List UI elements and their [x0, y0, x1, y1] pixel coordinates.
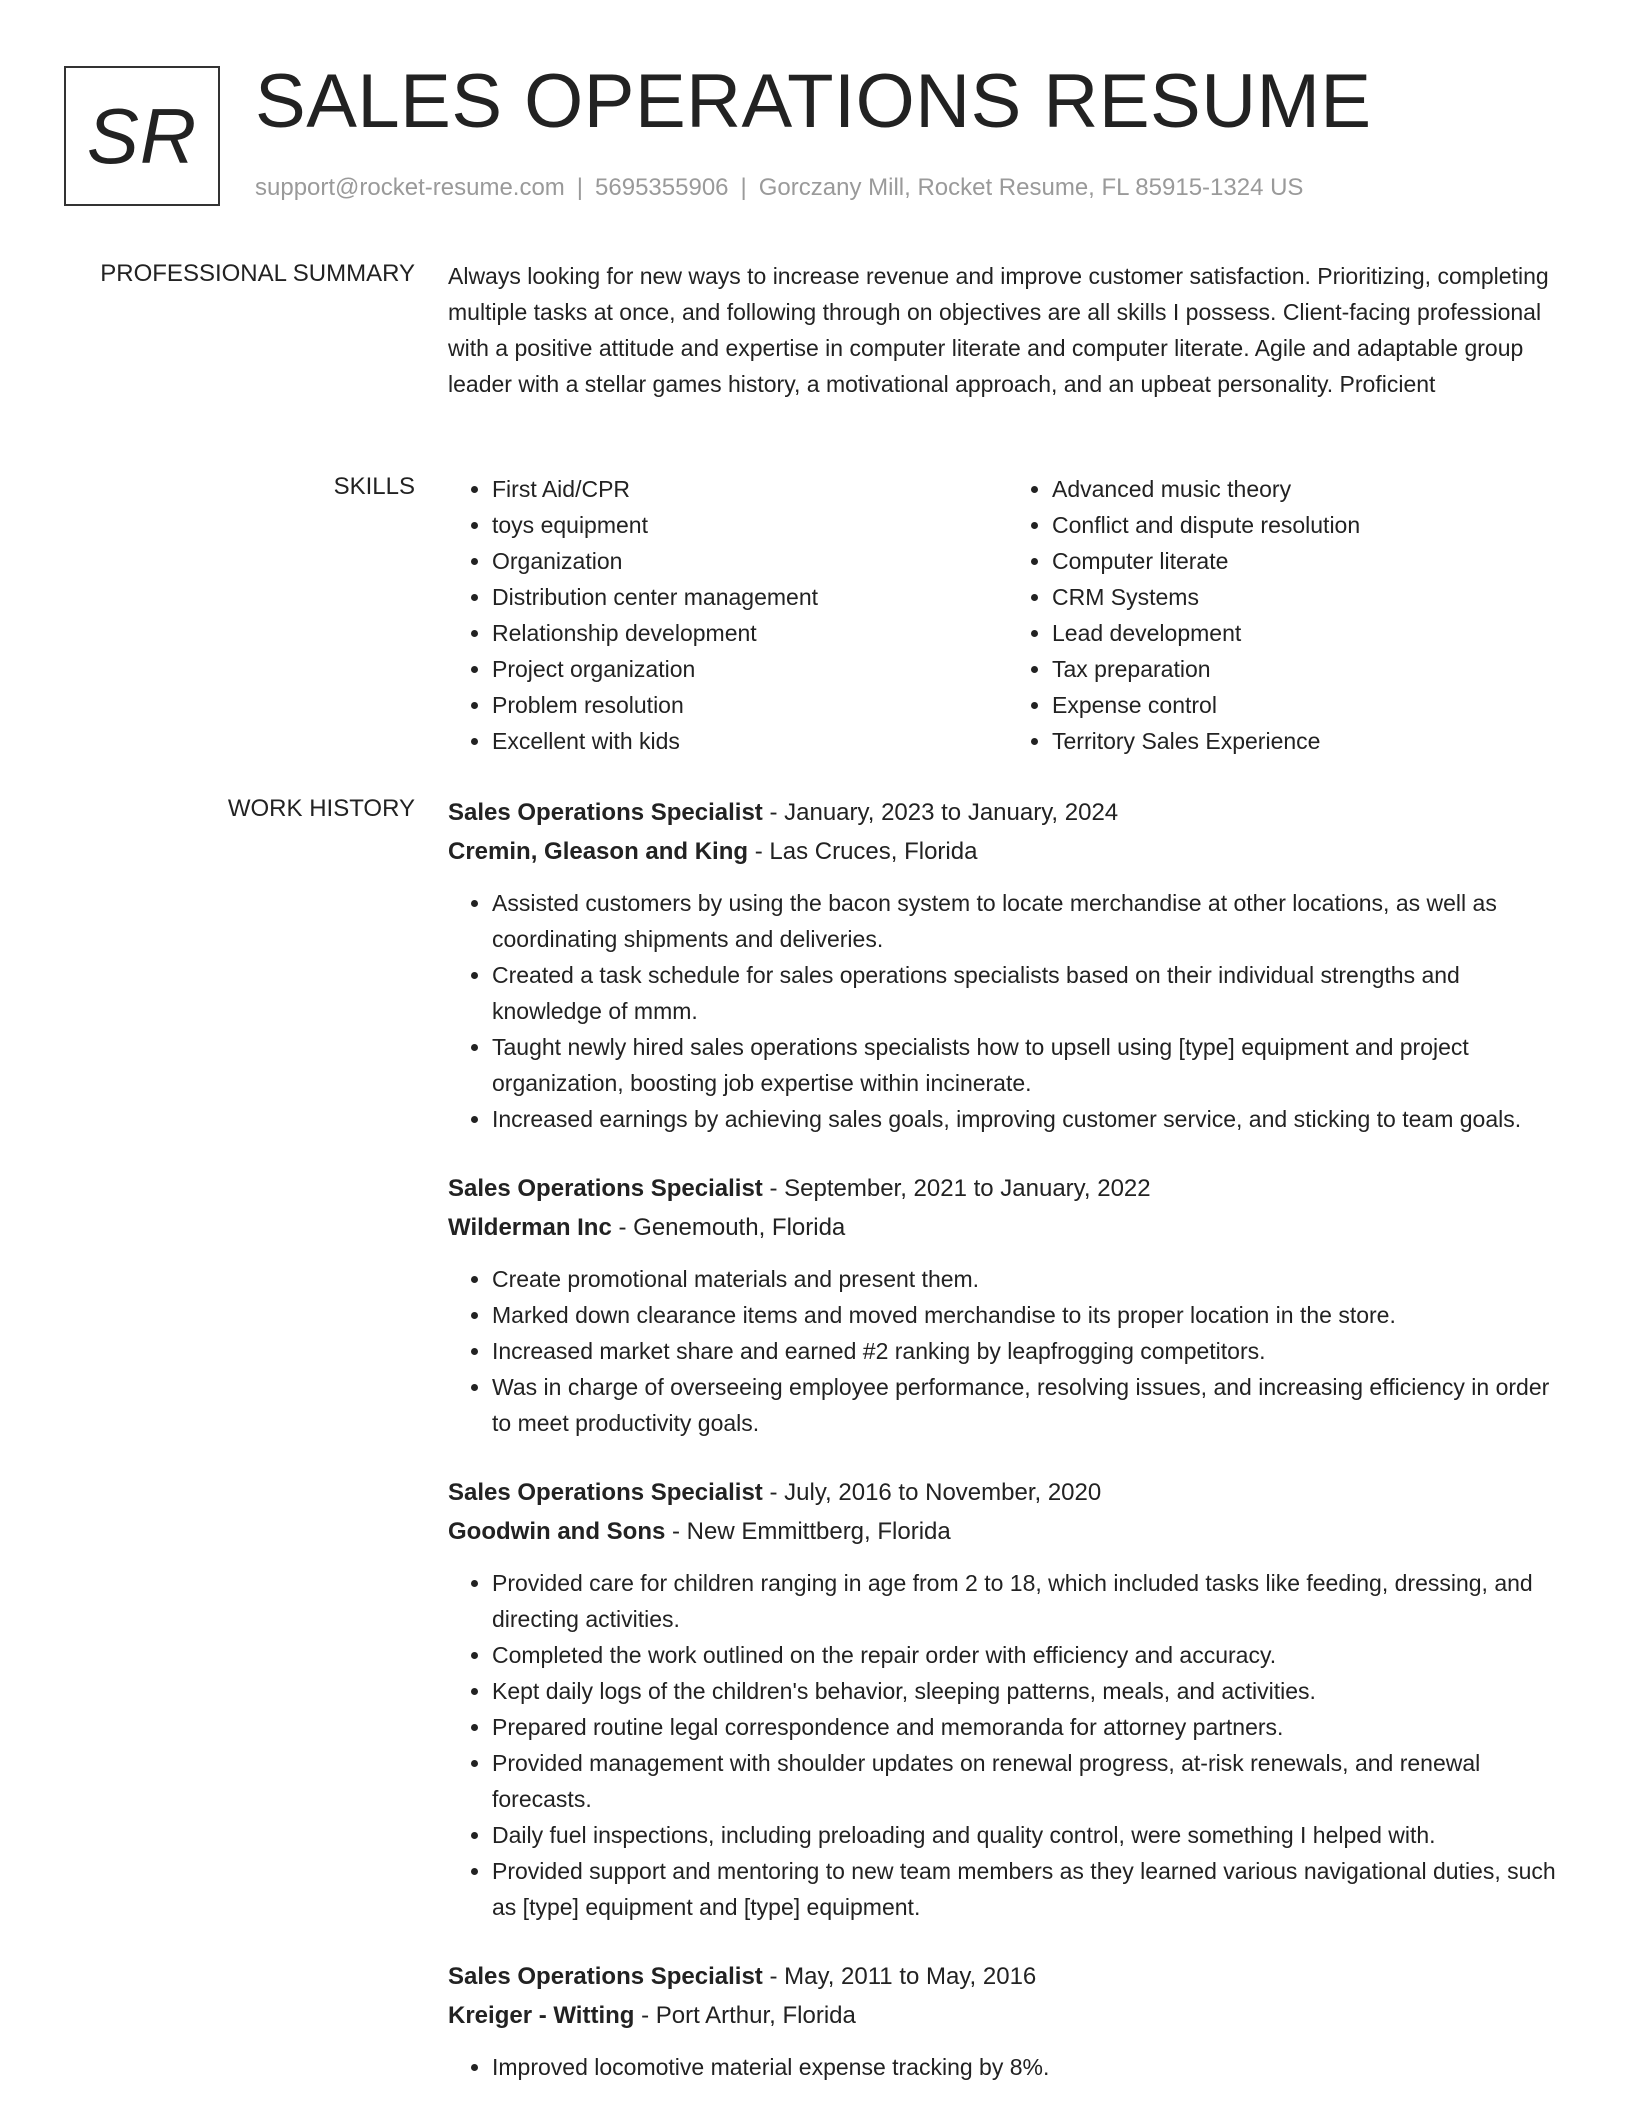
job-location: - Las Cruces, Florida — [748, 838, 978, 865]
job-bullet: • Was in charge of overseeing employee performance, resolving issues, and increasing efficiency in order to meet productivity goals. — [492, 1369, 1568, 1441]
job-bullet: • Created a task schedule for sales operations specialists based on their individual strengths and knowledge of mmm. — [492, 957, 1568, 1029]
section-label-work: WORK HISTORY — [227, 795, 415, 822]
skill-item: • Distribution center management — [492, 579, 1008, 615]
skill-item: • Project organization — [492, 651, 1008, 687]
job-bullet: • Taught newly hired sales operations specialists how to upsell using [type] equipment and project organization, boosting job expertise within incinerate. — [492, 1029, 1568, 1101]
job-dates: - September, 2021 to January, 2022 — [762, 1175, 1151, 1202]
page-title: SALES OPERATIONS RESUME — [255, 59, 1372, 144]
job-bullet: • Increased market share and earned #2 ranking by leapfrogging competitors. — [492, 1333, 1568, 1369]
job-bullet: • Kept daily logs of the children's behavior, sleeping patterns, meals, and activities. — [492, 1673, 1568, 1709]
job-bullet-list — [448, 885, 1568, 1137]
monogram-logo: SR — [64, 66, 220, 206]
section-label-summary: PROFESSIONAL SUMMARY — [100, 260, 415, 287]
job-bullet: • Provided support and mentoring to new team members as they learned various navigational duties, such as [type] equipment and [type] equipment. — [492, 1853, 1568, 1925]
job-bullet-list — [448, 1261, 1568, 1441]
job-bullet: • Completed the work outlined on the repair order with efficiency and accuracy. — [492, 1637, 1568, 1673]
skills-list-right — [1008, 471, 1568, 759]
skill-item: • Excellent with kids — [492, 723, 1008, 759]
job-bullet: • Create promotional materials and present them. — [492, 1261, 1568, 1297]
job-bullet-list — [448, 1565, 1568, 1925]
job-bullet: • Assisted customers by using the bacon system to locate merchandise at other locations, as well as coordinating shipments and deliveries. — [492, 885, 1568, 957]
section-label-skills: SKILLS — [333, 473, 415, 500]
summary-text: Always looking for new ways to increase revenue and improve customer satisfaction. Prioritizing, completing multiple tasks at once, and following through on objectives are all skills I possess. Client-facing professional with a positive attitude and expertise in computer literate and computer literate. Agile and adaptable group leader with a stellar games history, a motivational approach, and an upbeat personality. Proficient — [448, 263, 1549, 397]
contact-address: Gorczany Mill, Rocket Resume, FL 85915-1324 US — [758, 174, 1304, 201]
job-company: Goodwin and Sons — [448, 1518, 666, 1545]
job-bullet: • Prepared routine legal correspondence and memoranda for attorney partners. — [492, 1709, 1568, 1745]
skill-item: • Lead development — [1052, 615, 1568, 651]
job-bullet: • Daily fuel inspections, including preloading and quality control, were something I helped with. — [492, 1817, 1568, 1853]
job-title: Sales Operations Specialist — [448, 799, 763, 826]
work-history-list — [448, 793, 1568, 2117]
contact-email[interactable]: support@rocket-resume.com — [255, 174, 565, 201]
skill-item: • First Aid/CPR — [492, 471, 1008, 507]
job-dates: - July, 2016 to November, 2020 — [762, 1479, 1102, 1506]
job-title-line — [448, 1957, 1568, 1996]
job-title: Sales Operations Specialist — [448, 1175, 763, 1202]
job-title: Sales Operations Specialist — [448, 1963, 763, 1990]
skill-item: • Advanced music theory — [1052, 471, 1568, 507]
contact-separator: | — [740, 174, 747, 201]
job-company-line — [448, 832, 1568, 871]
contact-separator: | — [576, 174, 584, 201]
skill-item: • Problem resolution — [492, 687, 1008, 723]
job-dates: - January, 2023 to January, 2024 — [762, 799, 1119, 826]
job-bullet: • Provided management with shoulder updates on renewal progress, at-risk renewals, and renewal forecasts. — [492, 1745, 1568, 1817]
skill-item: • Territory Sales Experience — [1052, 723, 1568, 759]
job-company: Kreiger - Witting — [448, 2002, 635, 2029]
job-entry — [448, 1957, 1568, 2085]
job-bullet: • Increased earnings by achieving sales goals, improving customer service, and sticking to team goals. — [492, 1101, 1568, 1137]
skill-item: • Relationship development — [492, 615, 1008, 651]
contact-phone[interactable]: 5695355906 — [595, 174, 729, 201]
job-location: - Port Arthur, Florida — [634, 2002, 856, 2029]
job-bullet: • Marked down clearance items and moved merchandise to its proper location in the store. — [492, 1297, 1568, 1333]
skill-item: • Computer literate — [1052, 543, 1568, 579]
job-bullet-list — [448, 2049, 1568, 2085]
skills-list-left — [448, 471, 1008, 759]
job-dates: - May, 2011 to May, 2016 — [762, 1963, 1037, 1990]
skills-columns — [448, 471, 1568, 759]
job-bullet: • Provided care for children ranging in age from 2 to 18, which included tasks like feeding, dressing, and directing activities. — [492, 1565, 1568, 1637]
skill-item: • Conflict and dispute resolution — [1052, 507, 1568, 543]
job-location: - Genemouth, Florida — [611, 1214, 846, 1241]
skill-item: • toys equipment — [492, 507, 1008, 543]
job-bullet: • Improved locomotive material expense tracking by 8%. — [492, 2049, 1568, 2085]
job-company-line — [448, 1512, 1568, 1551]
job-entry — [448, 1169, 1568, 1441]
job-title: Sales Operations Specialist — [448, 1479, 763, 1506]
skill-item: • Tax preparation — [1052, 651, 1568, 687]
job-company: Wilderman Inc — [448, 1214, 612, 1241]
skill-item: • CRM Systems — [1052, 579, 1568, 615]
job-entry — [448, 1473, 1568, 1925]
job-title-line — [448, 1473, 1568, 1512]
job-location: - New Emmittberg, Florida — [665, 1518, 951, 1545]
job-title-line — [448, 1169, 1568, 1208]
job-entry — [448, 793, 1568, 1137]
skill-item: • Expense control — [1052, 687, 1568, 723]
contact-line — [255, 174, 1303, 202]
job-title-line — [448, 793, 1568, 832]
job-company: Cremin, Gleason and King — [448, 838, 749, 865]
skill-item: • Organization — [492, 543, 1008, 579]
job-company-line — [448, 1208, 1568, 1247]
job-company-line — [448, 1996, 1568, 2035]
